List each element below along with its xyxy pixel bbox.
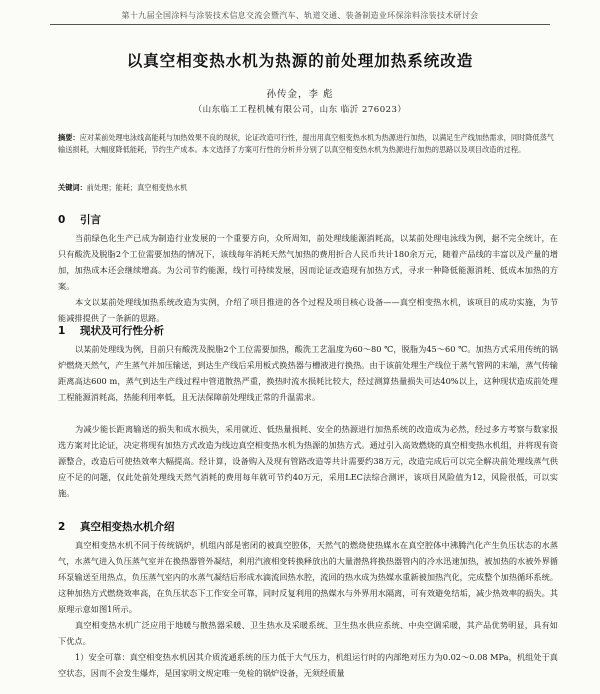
section-number: 1 <box>58 325 66 337</box>
section-title: 引言 <box>80 214 101 226</box>
abstract-label: 摘要： <box>58 133 80 142</box>
abstract <box>58 132 558 156</box>
body-paragraph: 真空相变热水机广泛应用于地暖与散热器采暖、卫生热水及采暖系统、卫生热水供应系统、中央空调采暖，其产品优势明显，具有如下优点。 <box>58 620 558 646</box>
paper-title: 以真空相变热水机为热源的前处理加热系统改造 <box>126 52 474 70</box>
body-paragraph: 本文以某前处理线加热系统改造为实例，介绍了项目推进的各个过程及项目核心设备——真空相变热水机，该项目的成功实施，为节能减排提供了一条新的思路。 <box>58 297 558 323</box>
keywords-label: 关键词： <box>58 183 87 192</box>
abstract-text: 应对某前处理电泳线高能耗与加热效果不良的现状，论证改造可行性，提出用真空相变热水机为热源进行加热，以满足生产线加热需求，同时降低蒸气输送损耗，大幅度降低能耗，节约生产成本。本文选择了方案可行性的分析并分别了以真空相变热水机为热源进行加热的思路以及项目改造的过程。 <box>58 133 554 154</box>
body-paragraph: 为减少能长距离输送的损失和成水损失，采用就近、低热量损耗、安全的热源进行加热系统的改造成为必然，经过多方考察与数家报选方案对比论证，决定将现有加热方式改造为线边真空相变热水机为热源的加热方式。通过引入高效燃烧的真空相变热水机组，并将现有资源整合，改造后可使热效率大幅提高。经计算，设备购入及现有管路改造等共计需要约38万元，改造完成后可以完全解决前处理线蒸气供应不足的问题，仅此处前处理线天然气消耗的费用每年就可节约40万元，采用LEC法综合测评，该项目风险值为12，风险很低，可以实施。 <box>58 424 558 498</box>
section-heading-heater <box>58 519 175 534</box>
body-paragraph: 1）安全可靠：真空相变热水机因其介质流通系统的压力低于大气压力，机组运行时的内部绝对压力为0.02～0.08 MPa，机组处于真空状态，因而不会发生爆炸，是国家明文规定唯一免检的锅炉设备，无须经质量 <box>58 652 558 678</box>
section-heading-intro <box>58 212 101 227</box>
paper-affiliation: （山东临工工程机械有限公司，山东 临沂 276023） <box>193 105 407 115</box>
section-heading-analysis <box>58 323 164 338</box>
section-title: 真空相变热水机介绍 <box>80 521 175 533</box>
section-number: 0 <box>58 214 66 226</box>
body-paragraph: 真空相变热水机不同于传统锅炉，机组内部是密闭的被真空腔体，天然气的燃烧使热媒水在真空腔体中沸腾汽化产生负压状态的水蒸气，水蒸气进入负压蒸气室并在换热器管外凝结，利用汽液相变转换释放出的大量潜热将换热器管内的冷水迅速加热，被加热的水被外界循环泵输送至用热点，负压蒸气室内的水蒸气凝结后形成水滴流回热水腔，流回的热水成为热媒水重新被加热汽化，完成整个加热循环系统。这种加热方式燃烧效率高，在负压状态下工作安全可靠，同时反复利用的热媒水与外界用水隔离，可有效避免结垢，减少热效率的损失。其原理示意如图1所示。 <box>58 540 558 614</box>
keywords-text: 前处理；能耗；真空相变热水机 <box>86 183 188 192</box>
section-number: 2 <box>58 521 66 533</box>
body-paragraph: 以某前处理线为例，目前只有酸洗及脱脂2个工位需要加热，酸洗工艺温度为60～80 ℃，脱脂为45～60 ℃。加热方式采用传统的锅炉燃烧天然气，产生蒸气并加压输送，到达生产线后采用板式换热器与槽液进行换热。由于该前处理生产线位于蒸气管网的末端，蒸气传输距离高达600 m，蒸气到达生产线过程中管道散热严重，换热时流水损耗比较大，经过测算热量损失可达40%以上，这种现状造成前处理工程能源消耗高，热能利用率低，且无法保障前处理线正常的升温需求。 <box>58 344 558 402</box>
body-paragraph: 当前绿色化生产已成为制造行业发展的一个重要方向，众所周知，前处理线能源消耗高，以某前处理电泳线为例，据不完全统计，在只有酸洗及脱脂2个工位需要加热的情况下，该线每年消耗天然气加热的费用折合人民币共计180余万元，随着产品线的丰富以及产量的增加，加热成本还会继续增高。为公司节约能源，线行可持续发展，因而论证改造现有加热方式，寻求一种降低能源消耗、低成本加热的方案。 <box>58 233 558 291</box>
paper-authors: 孙传金，李 彪 <box>266 89 334 100</box>
keywords <box>58 182 558 194</box>
running-header: 第十九届全国涂料与涂装技术信息交流会暨汽车、轨道交通、装备制造业环保涂料涂装技术研讨会 <box>50 10 550 25</box>
section-title: 现状及可行性分析 <box>80 325 164 337</box>
